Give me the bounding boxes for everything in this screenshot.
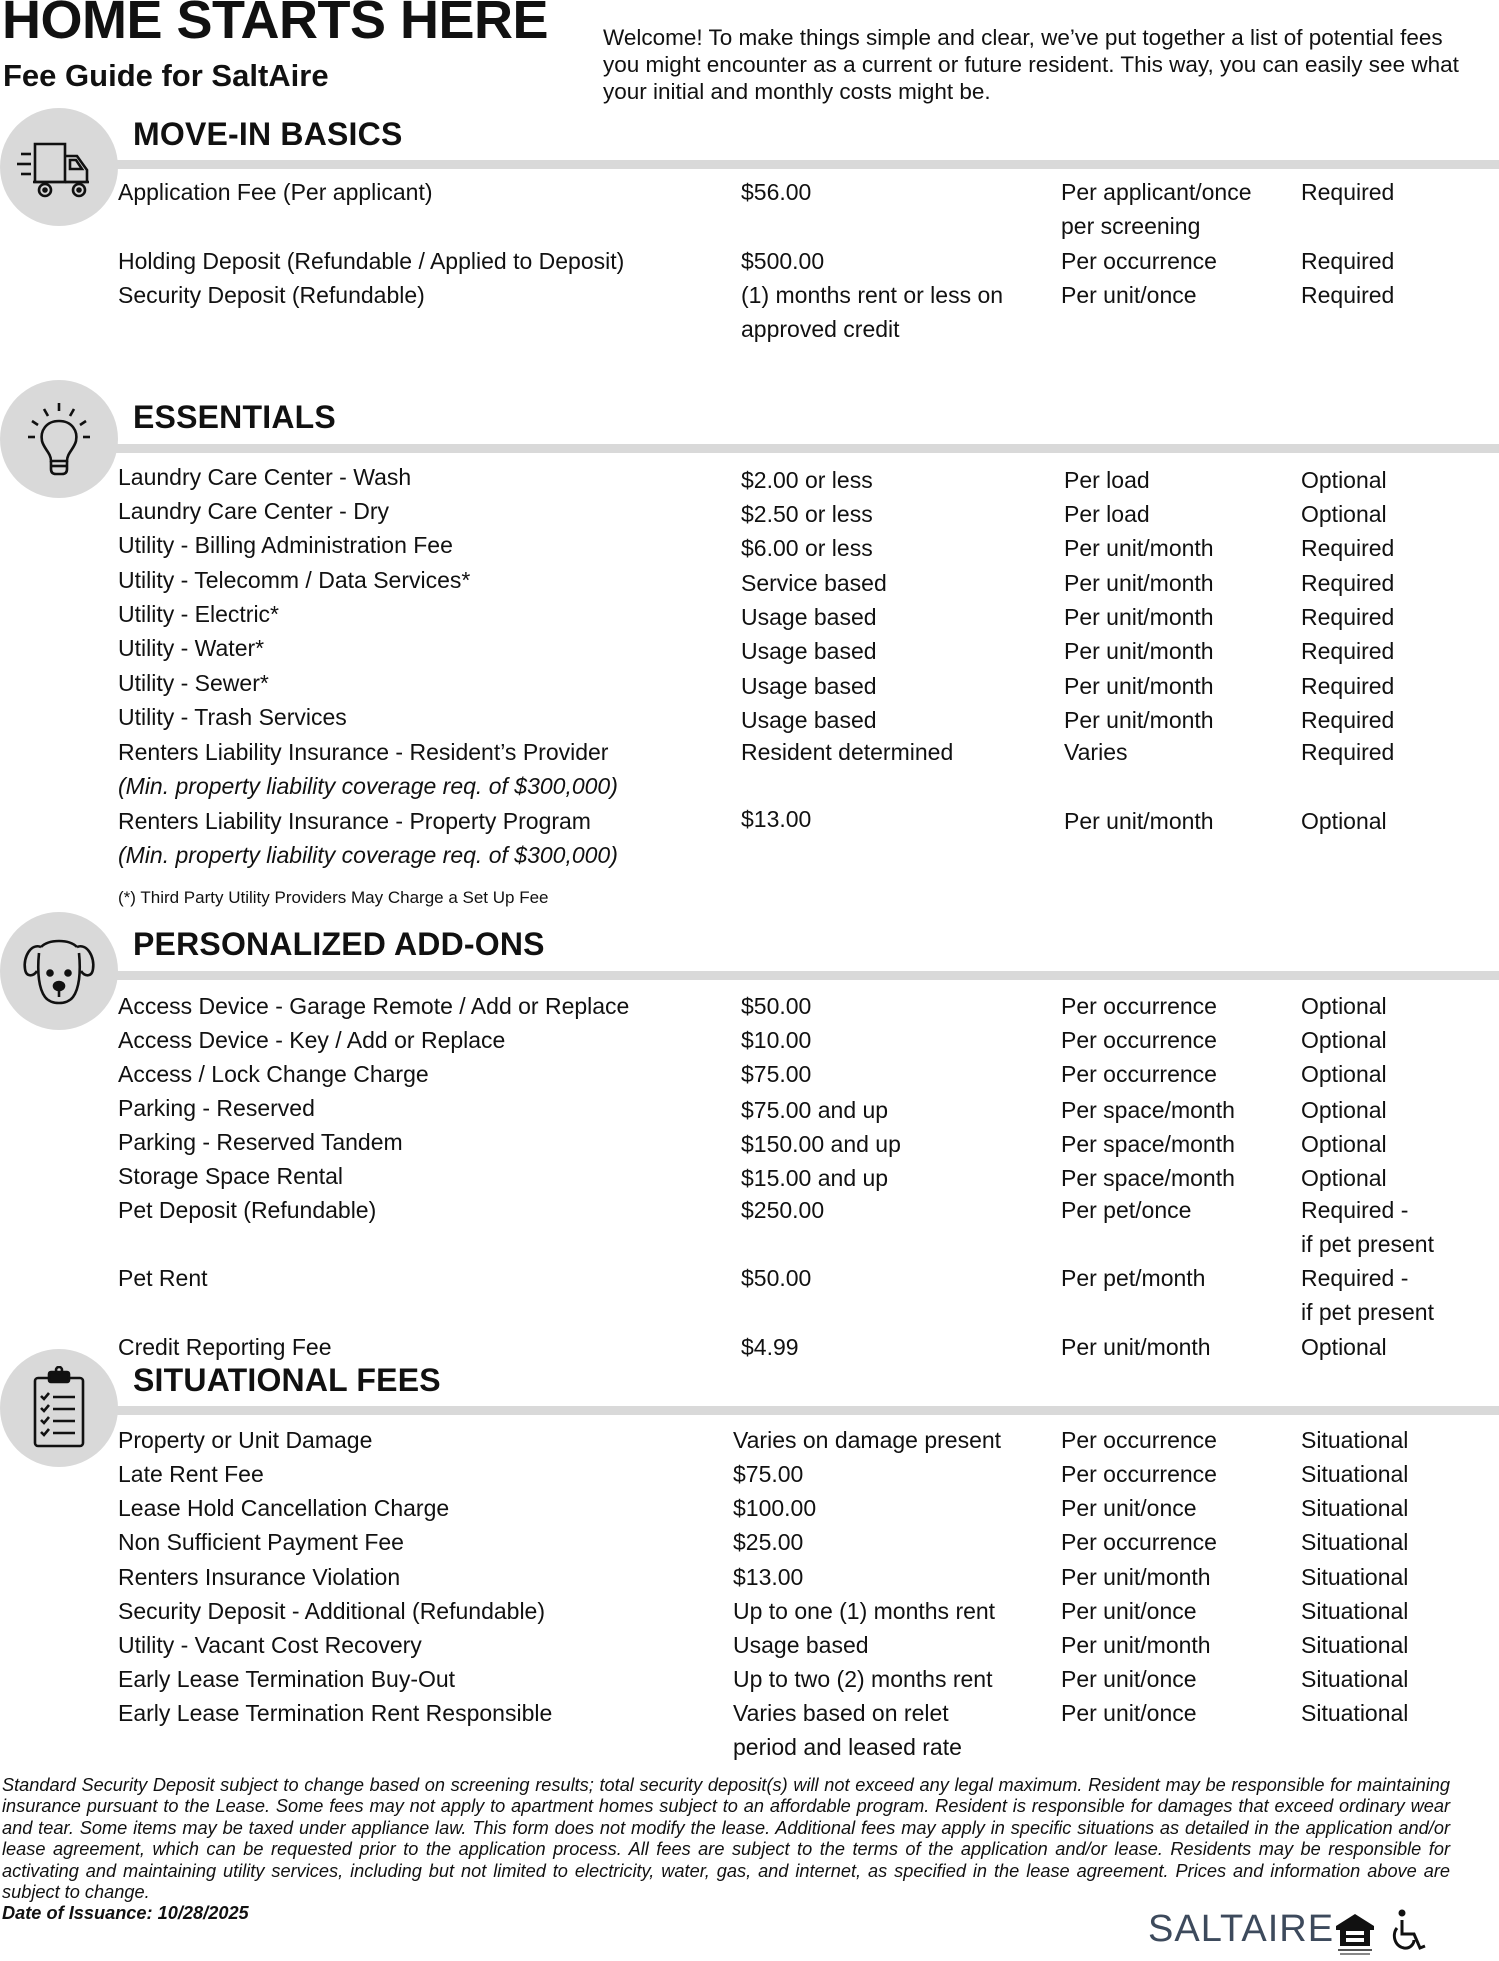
- fee-amount: Service based: [741, 570, 887, 596]
- fee-frequency: Per unit/month: [1064, 673, 1214, 699]
- fee-frequency: Per unit/month: [1064, 570, 1214, 596]
- fee-amount: $2.50 or less: [741, 501, 873, 527]
- fee-name: Security Deposit (Refundable): [118, 282, 425, 308]
- fee-amount: Usage based: [741, 707, 877, 733]
- date-of-issuance: Date of Issuance: 10/28/2025: [2, 1903, 249, 1923]
- fee-frequency-cont: per screening: [1061, 213, 1201, 239]
- fee-frequency: Per unit/once: [1061, 282, 1197, 308]
- fee-status: Required -: [1301, 1265, 1409, 1291]
- utility-footnote: (*) Third Party Utility Providers May Charge a Set Up Fee: [118, 888, 549, 907]
- fee-amount: $150.00 and up: [741, 1131, 901, 1157]
- dog-icon: [19, 933, 99, 1009]
- fee-status: Situational: [1301, 1427, 1409, 1453]
- fee-name: Access Device - Garage Remote / Add or Replace: [118, 993, 630, 1019]
- fee-name: Storage Space Rental: [118, 1163, 344, 1189]
- fee-amount: Usage based: [741, 673, 877, 699]
- fee-status: Required: [1301, 707, 1395, 733]
- fee-amount: $13.00: [741, 806, 812, 832]
- fee-status: Optional: [1301, 1334, 1387, 1360]
- fee-frequency: Per unit/month: [1064, 604, 1214, 630]
- page-title: HOME STARTS HERE: [2, 0, 549, 50]
- fee-amount: $500.00: [741, 248, 825, 274]
- section-icon-circle: [0, 912, 118, 1030]
- fee-frequency: Per load: [1064, 467, 1150, 493]
- fee-amount: $100.00: [733, 1495, 817, 1521]
- fee-status: Required: [1301, 673, 1395, 699]
- fee-name: Late Rent Fee: [118, 1461, 264, 1487]
- equal-housing-icon: [1334, 1912, 1376, 1956]
- fee-frequency: Per unit/month: [1061, 1334, 1211, 1360]
- intro-text: Welcome! To make things simple and clear, we’ve put together a list of potential fees you might encounter as a current or future resident. This way, you can easily see what your initial and monthly costs might be.: [603, 25, 1459, 104]
- fee-amount: $13.00: [733, 1564, 804, 1590]
- section-title: MOVE-IN BASICS: [133, 116, 403, 152]
- fee-amount: Up to one (1) months rent: [733, 1598, 996, 1624]
- fee-name: Utility - Water*: [118, 635, 265, 661]
- fee-status: Required: [1301, 638, 1395, 664]
- fee-status: Optional: [1301, 1027, 1387, 1053]
- fee-note: (Min. property liability coverage req. of $300,000): [118, 842, 618, 868]
- fee-status: Situational: [1301, 1632, 1409, 1658]
- section-divider: [110, 160, 1499, 169]
- fee-name: Access Device - Key / Add or Replace: [118, 1027, 506, 1053]
- fee-status: Optional: [1301, 1061, 1387, 1087]
- fee-status-cont: if pet present: [1301, 1231, 1434, 1257]
- fee-status: Situational: [1301, 1700, 1409, 1726]
- fee-status: Situational: [1301, 1529, 1409, 1555]
- fee-frequency: Per unit/once: [1061, 1700, 1197, 1726]
- fee-name: Renters Insurance Violation: [118, 1564, 401, 1590]
- fee-frequency: Per occurrence: [1061, 1529, 1217, 1555]
- fee-status: Situational: [1301, 1666, 1409, 1692]
- fee-name: Renters Liability Insurance - Resident’s Provider: [118, 739, 609, 765]
- fee-amount: Varies based on relet: [733, 1700, 949, 1726]
- accessibility-icon: [1392, 1908, 1428, 1954]
- fee-frequency: Per occurrence: [1061, 1027, 1217, 1053]
- fee-frequency: Per applicant/once: [1061, 179, 1252, 205]
- saltaire-logo: SALTAIRE: [1148, 1908, 1335, 1950]
- fee-frequency: Per unit/month: [1064, 638, 1214, 664]
- fee-amount: Varies on damage present: [733, 1427, 1002, 1453]
- fee-name: Utility - Sewer*: [118, 670, 269, 696]
- fee-amount: $6.00 or less: [741, 535, 873, 561]
- fee-name: Utility - Electric*: [118, 601, 280, 627]
- truck-icon: [15, 132, 103, 202]
- section-divider: [110, 1406, 1499, 1415]
- fee-status: Optional: [1301, 467, 1387, 493]
- fee-frequency: Per occurrence: [1061, 1461, 1217, 1487]
- fee-frequency: Per occurrence: [1061, 248, 1217, 274]
- fee-name: Parking - Reserved: [118, 1095, 315, 1121]
- section-title: PERSONALIZED ADD-ONS: [133, 926, 545, 962]
- fee-name: Laundry Care Center - Dry: [118, 498, 389, 524]
- fee-amount: $15.00 and up: [741, 1165, 889, 1191]
- fee-frequency: Per unit/once: [1061, 1666, 1197, 1692]
- fee-frequency: Per occurrence: [1061, 1061, 1217, 1087]
- fee-amount: $250.00: [741, 1197, 825, 1223]
- clipboard-checklist-icon: [29, 1366, 89, 1450]
- fee-status: Required: [1301, 282, 1395, 308]
- fee-name: Credit Reporting Fee: [118, 1334, 332, 1360]
- fee-name: Security Deposit - Additional (Refundable): [118, 1598, 546, 1624]
- fee-frequency: Per unit/month: [1064, 707, 1214, 733]
- fee-frequency: Per pet/once: [1061, 1197, 1192, 1223]
- fee-amount: Usage based: [741, 604, 877, 630]
- fee-amount: Usage based: [741, 638, 877, 664]
- fee-amount-cont: approved credit: [741, 316, 900, 342]
- fee-status: Required: [1301, 248, 1395, 274]
- section-icon-circle: [0, 380, 118, 498]
- fee-amount: $50.00: [741, 993, 812, 1019]
- fee-status: Optional: [1301, 501, 1387, 527]
- fee-frequency: Per space/month: [1061, 1097, 1235, 1123]
- fee-name: Renters Liability Insurance - Property Program: [118, 808, 591, 834]
- fee-status: Required -: [1301, 1197, 1409, 1223]
- section-divider: [110, 444, 1499, 453]
- fee-name: Pet Deposit (Refundable): [118, 1197, 377, 1223]
- fee-status: Optional: [1301, 1097, 1387, 1123]
- fee-status: Required: [1301, 604, 1395, 630]
- fee-status: Required: [1301, 179, 1395, 205]
- fee-amount: $75.00: [741, 1061, 812, 1087]
- fee-name: Utility - Vacant Cost Recovery: [118, 1632, 422, 1658]
- fee-frequency: Per unit/once: [1061, 1598, 1197, 1624]
- fee-amount: (1) months rent or less on: [741, 282, 1004, 308]
- section-divider: [110, 971, 1499, 980]
- fee-status: Optional: [1301, 993, 1387, 1019]
- fee-frequency: Per unit/month: [1061, 1564, 1211, 1590]
- fee-amount: $75.00: [733, 1461, 804, 1487]
- section-title: SITUATIONAL FEES: [133, 1362, 441, 1398]
- fee-amount: Up to two (2) months rent: [733, 1666, 993, 1692]
- fee-amount: $50.00: [741, 1265, 812, 1291]
- fee-name: Access / Lock Change Charge: [118, 1061, 429, 1087]
- fee-frequency: Per unit/month: [1064, 535, 1214, 561]
- section-icon-circle: [0, 108, 118, 226]
- fee-amount: $10.00: [741, 1027, 812, 1053]
- fee-frequency: Per space/month: [1061, 1165, 1235, 1191]
- fee-frequency: Per unit/month: [1061, 1632, 1211, 1658]
- fee-amount: $25.00: [733, 1529, 804, 1555]
- fee-amount: $4.99: [741, 1334, 799, 1360]
- fee-frequency: Per unit/month: [1064, 808, 1214, 834]
- fee-status: Situational: [1301, 1495, 1409, 1521]
- fee-name: Holding Deposit (Refundable / Applied to Deposit): [118, 248, 625, 274]
- fee-status: Situational: [1301, 1598, 1409, 1624]
- fee-status: Optional: [1301, 1165, 1387, 1191]
- fee-name: Early Lease Termination Rent Responsible: [118, 1700, 553, 1726]
- fee-status-cont: if pet present: [1301, 1299, 1434, 1325]
- fee-name: Property or Unit Damage: [118, 1427, 373, 1453]
- fee-status: Optional: [1301, 808, 1387, 834]
- fee-frequency: Per occurrence: [1061, 1427, 1217, 1453]
- fee-name: Lease Hold Cancellation Charge: [118, 1495, 450, 1521]
- fee-status: Situational: [1301, 1564, 1409, 1590]
- lightbulb-icon: [24, 399, 94, 479]
- fee-name: Pet Rent: [118, 1265, 208, 1291]
- legal-disclaimer: Standard Security Deposit subject to change based on screening results; total security deposit(s) will not exceed any legal maximum. Resident may be responsible for maintaining insurance pursuant to the Lease. Some fees may not apply to apartment homes subject to an affordable program. Resident is responsible for damages that exceed ordinary wear and tear. Some items may be taxed under appliance law. This form does not modify the lease. Additional fees may apply in specific situations as detailed in the application and/or lease agreement, which can be requested prior to the application process. All fees are subject to the terms of the application and/or lease. Residents may be responsible for activating and maintaining utility services, including but not limited to electricity, water, gas, and internet, as specified in the lease agreement. Prices and information above are subject to change.: [2, 1775, 1450, 1903]
- fee-frequency: Per pet/month: [1061, 1265, 1206, 1291]
- fee-name: Parking - Reserved Tandem: [118, 1129, 403, 1155]
- fee-frequency: Varies: [1064, 739, 1128, 765]
- section-title: ESSENTIALS: [133, 399, 336, 435]
- fee-frequency: Per load: [1064, 501, 1150, 527]
- fee-amount-cont: period and leased rate: [733, 1734, 962, 1760]
- fee-name: Laundry Care Center - Wash: [118, 464, 412, 490]
- fee-frequency: Per space/month: [1061, 1131, 1235, 1157]
- fee-name: Utility - Trash Services: [118, 704, 347, 730]
- fee-frequency: Per unit/once: [1061, 1495, 1197, 1521]
- fee-name: Utility - Billing Administration Fee: [118, 532, 453, 558]
- fee-amount: $56.00: [741, 179, 812, 205]
- fee-status: Required: [1301, 739, 1395, 765]
- fee-status: Optional: [1301, 1131, 1387, 1157]
- fee-amount: Usage based: [733, 1632, 869, 1658]
- fee-name: Non Sufficient Payment Fee: [118, 1529, 404, 1555]
- fee-name: Early Lease Termination Buy-Out: [118, 1666, 456, 1692]
- fee-status: Required: [1301, 535, 1395, 561]
- fee-status: Situational: [1301, 1461, 1409, 1487]
- fee-name: Application Fee (Per applicant): [118, 179, 433, 205]
- fee-status: Required: [1301, 570, 1395, 596]
- fee-amount: Resident determined: [741, 739, 954, 765]
- fee-note: (Min. property liability coverage req. of $300,000): [118, 773, 618, 799]
- fee-amount: $2.00 or less: [741, 467, 873, 493]
- fee-name: Utility - Telecomm / Data Services*: [118, 567, 471, 593]
- fee-frequency: Per occurrence: [1061, 993, 1217, 1019]
- section-icon-circle: [0, 1349, 118, 1467]
- page-subtitle: Fee Guide for SaltAire: [3, 58, 329, 93]
- fee-amount: $75.00 and up: [741, 1097, 889, 1123]
